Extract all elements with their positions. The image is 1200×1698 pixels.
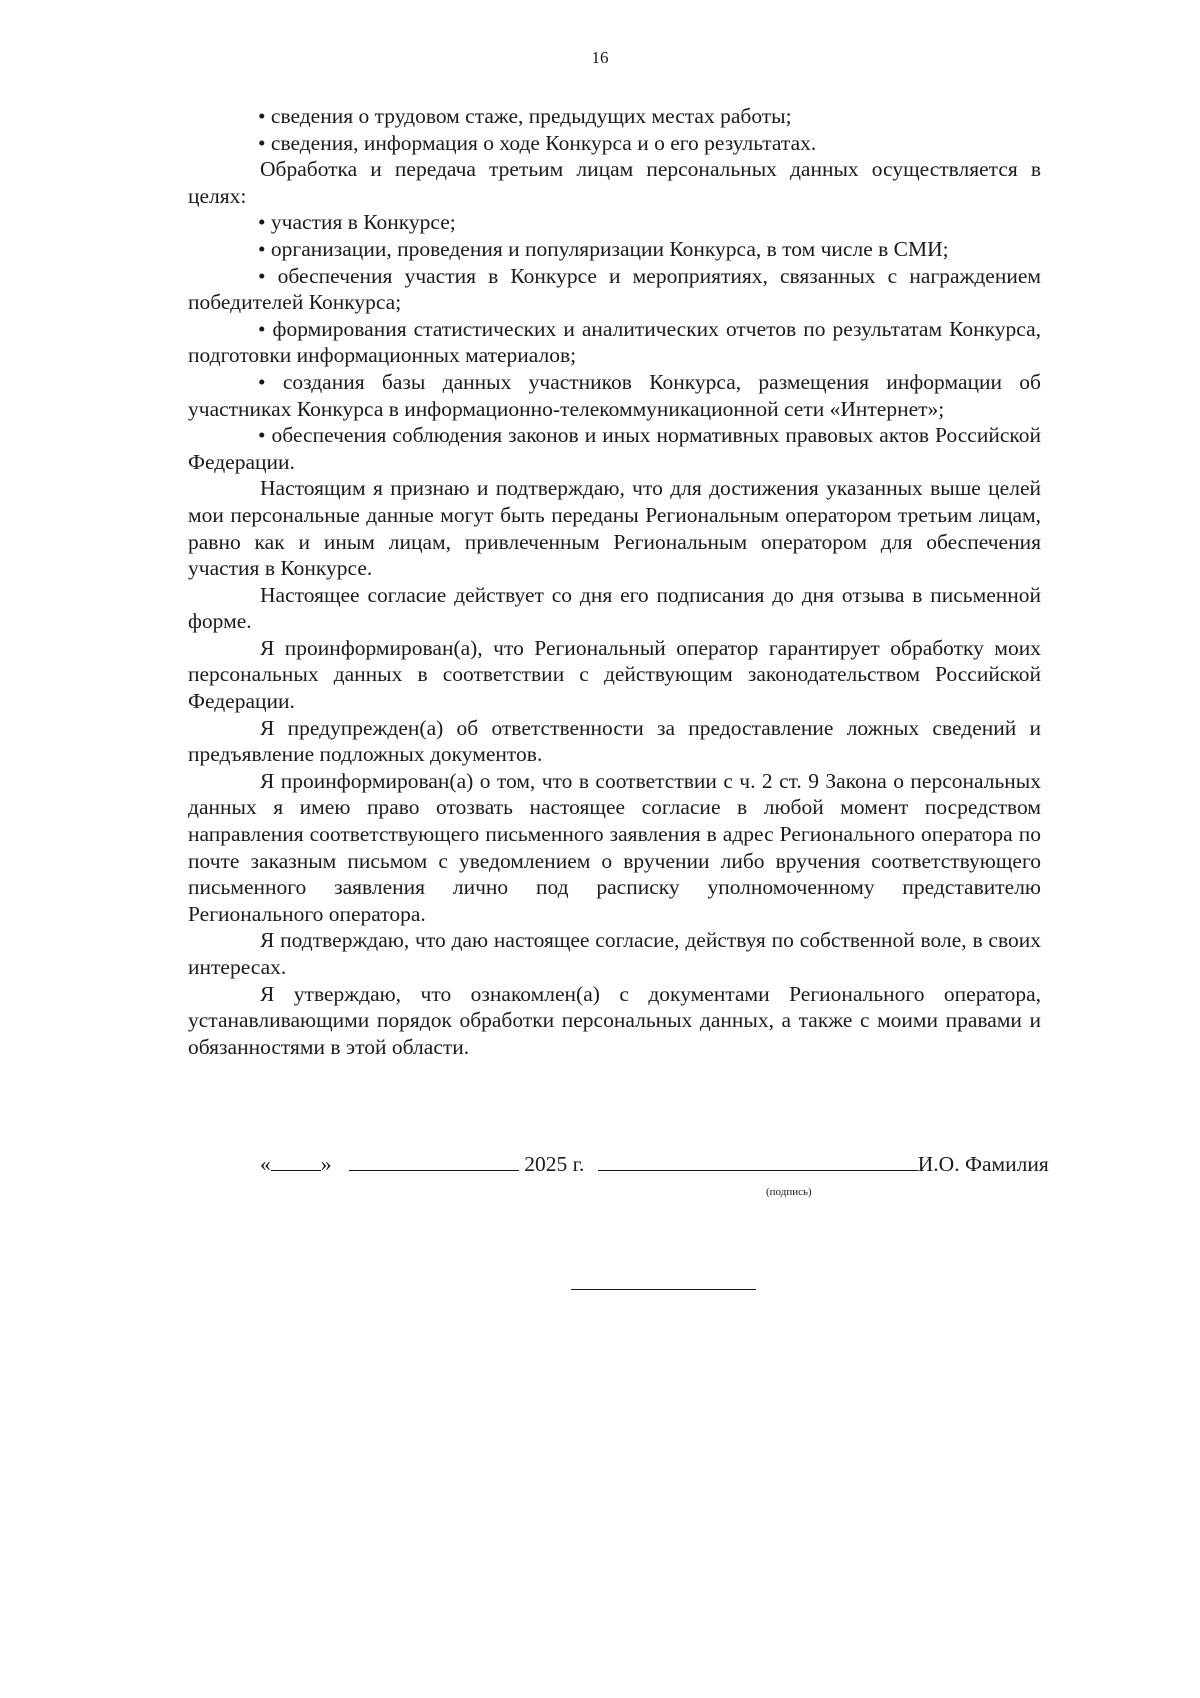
date-open-quote: « bbox=[260, 1152, 271, 1176]
signature-blank-line bbox=[598, 1150, 918, 1171]
bullet-work-experience: • сведения о трудовом стаже, предыдущих местах работы; bbox=[258, 104, 792, 128]
signature-caption: (подпись) bbox=[766, 1186, 812, 1198]
paragraph-guarantee: Я проинформирован(а), что Региональный оператор гарантирует обработку моих персональных данных в соответствии с действующим законодательством Российской Федерации. bbox=[188, 635, 1041, 714]
signature-row bbox=[260, 1150, 1120, 1177]
bullet-awarding: • обеспечения участия в Конкурсе и мероприятиях, связанных с награждением победителей Конкурса; bbox=[188, 263, 1041, 315]
year-label: 2025 г. bbox=[524, 1152, 585, 1176]
paragraph-revocation: Я проинформирован(а) о том, что в соответствии с ч. 2 ст. 9 Закона о персональных данных я имею право отозвать настоящее согласие в любой момент посредством направления соответствующего письменного заявления в адрес Регионального оператора по почте заказным письмом с уведомлением о вручении либо вручения соответствующего письменного заявления лично под расписку уполномоченному представителю Регионального оператора. bbox=[188, 768, 1041, 926]
bullet-organization: • организации, проведения и популяризации Конкурса, в том числе в СМИ; bbox=[258, 236, 949, 261]
paragraph-third-parties: Настоящим я признаю и подтверждаю, что для достижения указанных выше целей мои персональные данные могут быть переданы Региональным оператором третьим лицам, равно как и иным лицам, привлеченным Региональным оператором для обеспечения участия в Конкурсе. bbox=[188, 476, 1041, 581]
end-of-document-line bbox=[571, 1289, 756, 1290]
signer-name: И.О. Фамилия bbox=[917, 1152, 1049, 1176]
paragraph-free-will: Я подтверждаю, что даю настоящее согласие, действуя по собственной воле, в своих интересах. bbox=[188, 928, 1041, 979]
document-body bbox=[188, 103, 1041, 1060]
bullet-contest-info: • сведения, информация о ходе Конкурса и о его результатах. bbox=[258, 130, 817, 155]
paragraph-processing-purposes: Обработка и передача третьим лицам персональных данных осуществляется в целях: bbox=[188, 157, 1041, 208]
date-close-quote: » bbox=[320, 1152, 332, 1176]
day-blank-line bbox=[271, 1150, 321, 1171]
page-number: 16 bbox=[591, 48, 609, 67]
bullet-compliance: • обеспечения соблюдения законов и иных нормативных правовых актов Российской Федерации. bbox=[188, 423, 1041, 474]
bullet-reports: • формирования статистических и аналитических отчетов по результатам Конкурса, подготовки информационных материалов; bbox=[188, 316, 1041, 368]
month-blank-line bbox=[349, 1150, 519, 1171]
paragraph-acknowledgement: Я утверждаю, что ознакомлен(а) с документами Регионального оператора, устанавливающими порядок обработки персональных данных, а также с моими правами и обязанностями в этой области. bbox=[188, 981, 1041, 1059]
bullet-participation: • участия в Конкурсе; bbox=[258, 210, 456, 235]
paragraph-liability: Я предупрежден(а) об ответственности за предоставление ложных сведений и предъявление подложных документов. bbox=[188, 715, 1041, 767]
paragraph-validity: Настоящее согласие действует со дня его подписания до дня отзыва в письменной форме. bbox=[188, 582, 1041, 634]
bullet-database: • создания базы данных участников Конкурса, размещения информации об участниках Конкурса в информационно-телекоммуникационной сети «Интернет»; bbox=[188, 369, 1041, 421]
